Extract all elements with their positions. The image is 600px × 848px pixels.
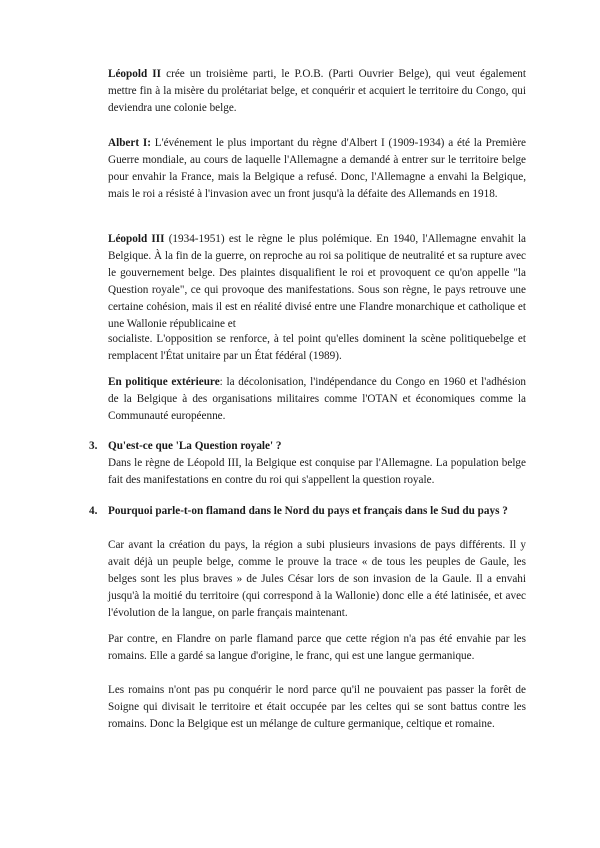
- paragraph-foreign-policy-heading: En politique extérieure: [108, 376, 220, 388]
- question-4: [108, 503, 526, 520]
- question-3-answer: Dans le règne de Léopold III, la Belgique est conquise par l'Allemagne. La population belge fait des manifestations en contre du roi qui s'appellent la question royale.: [108, 457, 526, 487]
- question-4-answer-paragraph: Car avant la création du pays, la région a subi plusieurs invasions de pays différents. Il y avait déjà un peuple belge, comme le prouve la trace « de tous les peuples de Gaule, les belges sont les plus braves » de Jules César lors de son invasion de la Gaule. Il a envahi jusqu'à la moitié du territoire (qui correspond à la Wallonie) donc elle a été latinisée, et avec l'évolution de la langue, on parle français maintenant.: [108, 539, 526, 620]
- paragraph-leopold-2-text: crée un troisième parti, le P.O.B. (Parti Ouvrier Belge), qui veut également mettre fin à la misère du prolétariat belge, et conquérir et acquiert le territoire du Congo, qui deviendra une colonie belge.: [108, 68, 527, 115]
- question-4-number: 4.: [89, 505, 98, 517]
- paragraph-leopold-3: [108, 231, 526, 334]
- question-3-number: 3.: [89, 440, 98, 452]
- paragraph-leopold-3-text-2: socialiste. L'opposition se renforce, à tel point qu'elles dominent la scène politiquebelge et remplacent l'État unitaire par un État fédéral (1989).: [108, 333, 526, 363]
- paragraph-albert-1-text: L'événement le plus important du règne d'Albert I (1909-1934) a été la Première Guerre mondiale, au cours de laquelle l'Allemagne a demandé à entrer sur le territoire belge pour envahir la France, mais la Belgique a refusé. Donc, l'Allemagne a envahi la Belgique, mais le roi a résisté à l'invasion avec un front jusqu'à la défaite des Allemands en 1918.: [108, 137, 527, 201]
- paragraph-albert-1-heading: Albert I:: [108, 137, 151, 149]
- paragraph-leopold-2-heading: Léopold II: [108, 68, 161, 80]
- question-4-answer-paragraph: Les romains n'ont pas pu conquérir le nord parce qu'il ne pouvaient pas passer la forêt de Soigne qui divisait le territoire et était occupée par les celtes qui se sont battus contre les romains. Donc la Belgique est un mélange de culture germanique, celtique et romaine.: [108, 684, 526, 731]
- question-3: [108, 438, 526, 489]
- question-4-answer-1: [108, 537, 526, 622]
- question-4-answer-paragraph: Par contre, en Flandre on parle flamand parce que cette région n'a pas été envahie par les romains. Elle a gardé sa langue d'origine, le franc, qui est une langue germanique.: [108, 633, 526, 663]
- paragraph-albert-1: [108, 135, 526, 203]
- paragraph-leopold-3-text-1: (1934-1951) est le règne le plus polémique. En 1940, l'Allemagne envahit la Belgique. À la fin de la guerre, on reproche au roi sa politique de neutralité et sa rupture avec le gouvernement belge. Des plaintes disqualifient le roi et provoquent ce qu'on appelle "la Question royale", ce qui provoque des manifestations. Sous son règne, le pays retrouve une certaine cohésion, mais il est en réalité divisé entre une Flandre monarchique et catholique et une Wallonie républicaine et: [108, 233, 527, 331]
- question-4-title: Pourquoi parle-t-on flamand dans le Nord du pays et français dans le Sud du pays ?: [108, 505, 508, 517]
- question-4-answer-2: [108, 631, 526, 665]
- paragraph-foreign-policy: [108, 374, 526, 425]
- question-4-answer-3: [108, 682, 526, 733]
- paragraph-leopold-3-continued: [108, 331, 526, 365]
- paragraph-leopold-2: [108, 66, 526, 117]
- question-3-title: Qu'est-ce que 'La Question royale' ?: [108, 440, 282, 452]
- paragraph-foreign-policy-text: : la décolonisation, l'indépendance du Congo en 1960 et l'adhésion de la Belgique à des organisations militaires comme l'OTAN et économiques comme la Communauté européenne.: [108, 376, 527, 423]
- paragraph-leopold-3-heading: Léopold III: [108, 233, 165, 245]
